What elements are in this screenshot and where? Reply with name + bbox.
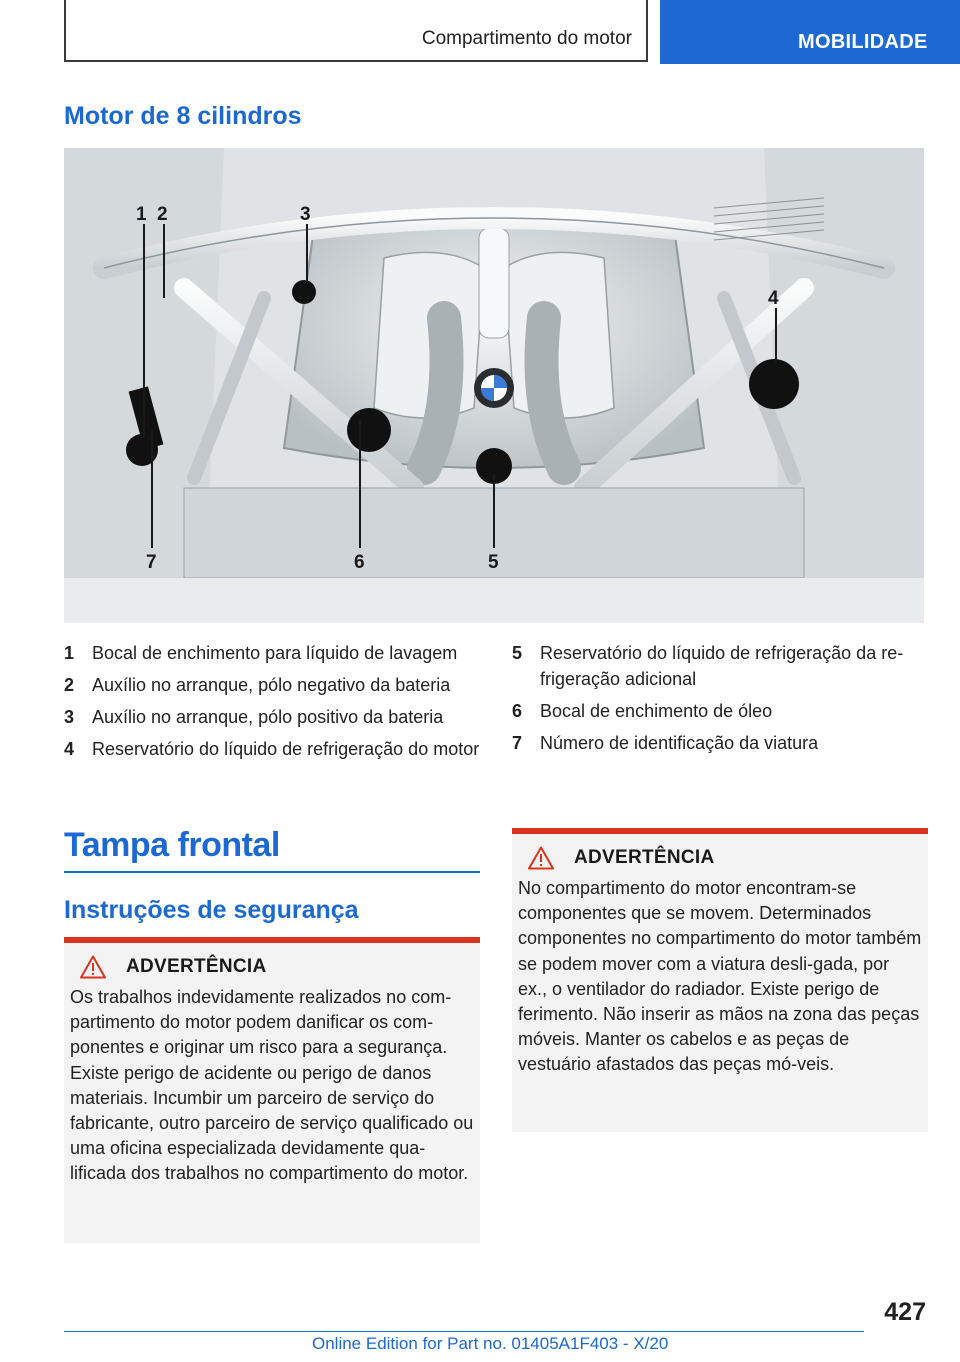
legend-right bbox=[512, 640, 932, 762]
callout-4: 4 bbox=[768, 288, 779, 309]
callout-1: 1 bbox=[136, 204, 147, 225]
callout-6: 6 bbox=[354, 552, 365, 573]
section-divider bbox=[64, 871, 480, 873]
header-section-label: Compartimento do motor bbox=[421, 28, 632, 49]
legend-item bbox=[64, 736, 484, 762]
legend-item bbox=[512, 640, 932, 692]
engine-title: Motor de 8 cilindros bbox=[64, 102, 302, 130]
warning-triangle-icon bbox=[80, 955, 106, 979]
legend-number: 6 bbox=[512, 701, 523, 721]
callout-2: 2 bbox=[157, 204, 168, 225]
callout-7: 7 bbox=[146, 552, 157, 573]
warning-label: ADVERTÊNCIA bbox=[574, 847, 715, 868]
legend-text: Auxílio no arranque, pólo negativo da bateria bbox=[92, 675, 451, 695]
legend-item bbox=[64, 672, 484, 698]
header-section bbox=[64, 0, 648, 62]
warning-text: No compartimento do motor encontram-se componentes que se movem. Determinados componentes no compartimento do motor também se podem mover com a viatura desli‐gada, por ex., o ventilador do radiador. Existe perigo de ferimento. Não inserir as mãos na zona das peças móveis. Manter os cabelos e as peças de vestuário afastados das peças mó‐veis. bbox=[518, 878, 922, 1075]
legend-item bbox=[64, 640, 484, 666]
warning-header bbox=[70, 955, 474, 979]
subsection-title: Instruções de segurança bbox=[64, 896, 359, 924]
legend-item bbox=[64, 704, 484, 730]
legend-number: 5 bbox=[512, 643, 523, 663]
legend-left bbox=[64, 640, 484, 768]
legend-text: Bocal de enchimento de óleo bbox=[540, 701, 773, 721]
legend-number: 1 bbox=[64, 643, 75, 663]
legend-number: 3 bbox=[64, 707, 75, 727]
callout-3: 3 bbox=[300, 204, 311, 225]
engine-bay-illustration bbox=[64, 148, 924, 623]
legend-number: 2 bbox=[64, 675, 75, 695]
legend-number: 4 bbox=[64, 739, 75, 759]
callout-5: 5 bbox=[488, 552, 499, 573]
warning-text: Os trabalhos indevidamente realizados no com‐partimento do motor podem danificar os com‐ponentes e originar um risco para a segurança. Existe perigo de acidente ou perigo de danos materiais. Incumbir um parceiro de serviço do fabricante, outro parceiro de serviço qualificado ou uma oficina especializada devidamente qua‐lificada dos trabalhos no compartimento do motor. bbox=[70, 987, 474, 1184]
engine-bay-figure bbox=[64, 148, 924, 623]
legend-item bbox=[512, 698, 932, 724]
page-number: 427 bbox=[884, 1298, 926, 1326]
legend-text: Reservatório do líquido de refrigeração do motor bbox=[92, 739, 480, 759]
footer-link[interactable]: Online Edition for Part no. 01405A1F403 - X/20 bbox=[312, 1334, 669, 1353]
warning-box-1 bbox=[64, 937, 480, 1243]
header-chapter-label: MOBILIDADE bbox=[798, 31, 928, 53]
footer-divider bbox=[64, 1331, 864, 1332]
legend-number: 7 bbox=[512, 733, 523, 753]
warning-box-2 bbox=[512, 828, 928, 1132]
legend-text: Bocal de enchimento para líquido de lavagem bbox=[92, 643, 458, 663]
warning-label: ADVERTÊNCIA bbox=[126, 956, 267, 977]
legend-text: Auxílio no arranque, pólo positivo da bateria bbox=[92, 707, 444, 727]
header-chapter-tab[interactable] bbox=[660, 0, 960, 64]
section-title: Tampa frontal bbox=[64, 826, 280, 864]
legend-text: Reservatório do líquido de refrigeração da re‐frigeração adicional bbox=[540, 643, 904, 689]
legend-item bbox=[512, 730, 932, 756]
legend-text: Número de identificação da viatura bbox=[540, 733, 819, 753]
warning-triangle-icon bbox=[528, 846, 554, 870]
warning-header bbox=[518, 846, 922, 870]
